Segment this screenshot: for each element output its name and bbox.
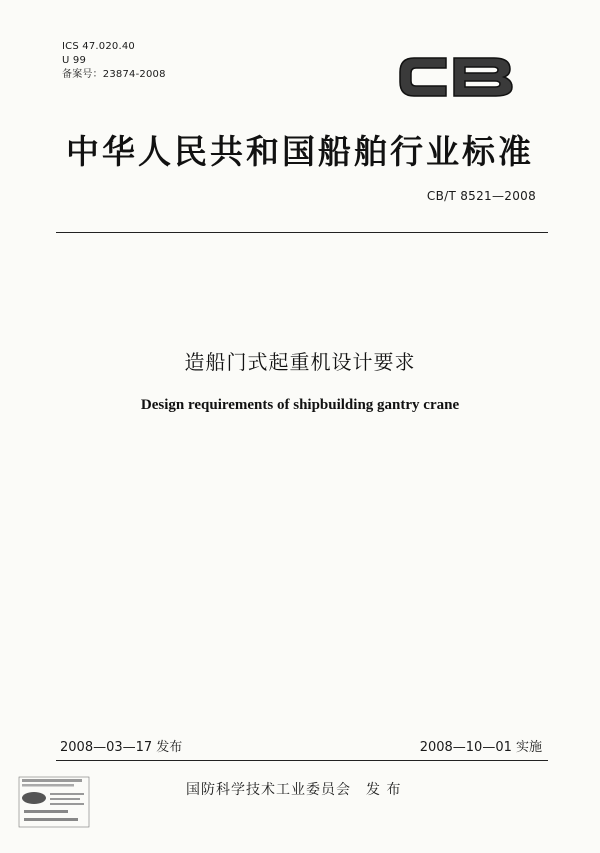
organization-title: 中华人民共和国船舶行业标准 [66, 132, 534, 171]
standard-number: CB/T 8521—2008 [426, 189, 536, 203]
bottom-divider [56, 760, 548, 761]
implementation-date: 2008—10—01 实施 [419, 740, 542, 755]
anti-counterfeit-stamp-icon [18, 776, 90, 828]
record-number: 备案号：23874-2008 [62, 69, 166, 80]
document-title-english: Design requirements of shipbuilding gantry crane [140, 397, 460, 413]
top-divider [56, 232, 548, 233]
issuing-authority: 国防科学技术工业委员会 发 布 [186, 782, 402, 798]
issue-date: 2008—03—17 发布 [60, 740, 183, 755]
ics-code: ICS 47.020.40 [62, 41, 135, 52]
classification-code: U 99 [62, 55, 87, 66]
document-title-chinese: 造船门式起重机设计要求 [184, 350, 416, 374]
cb-logo [394, 50, 518, 104]
